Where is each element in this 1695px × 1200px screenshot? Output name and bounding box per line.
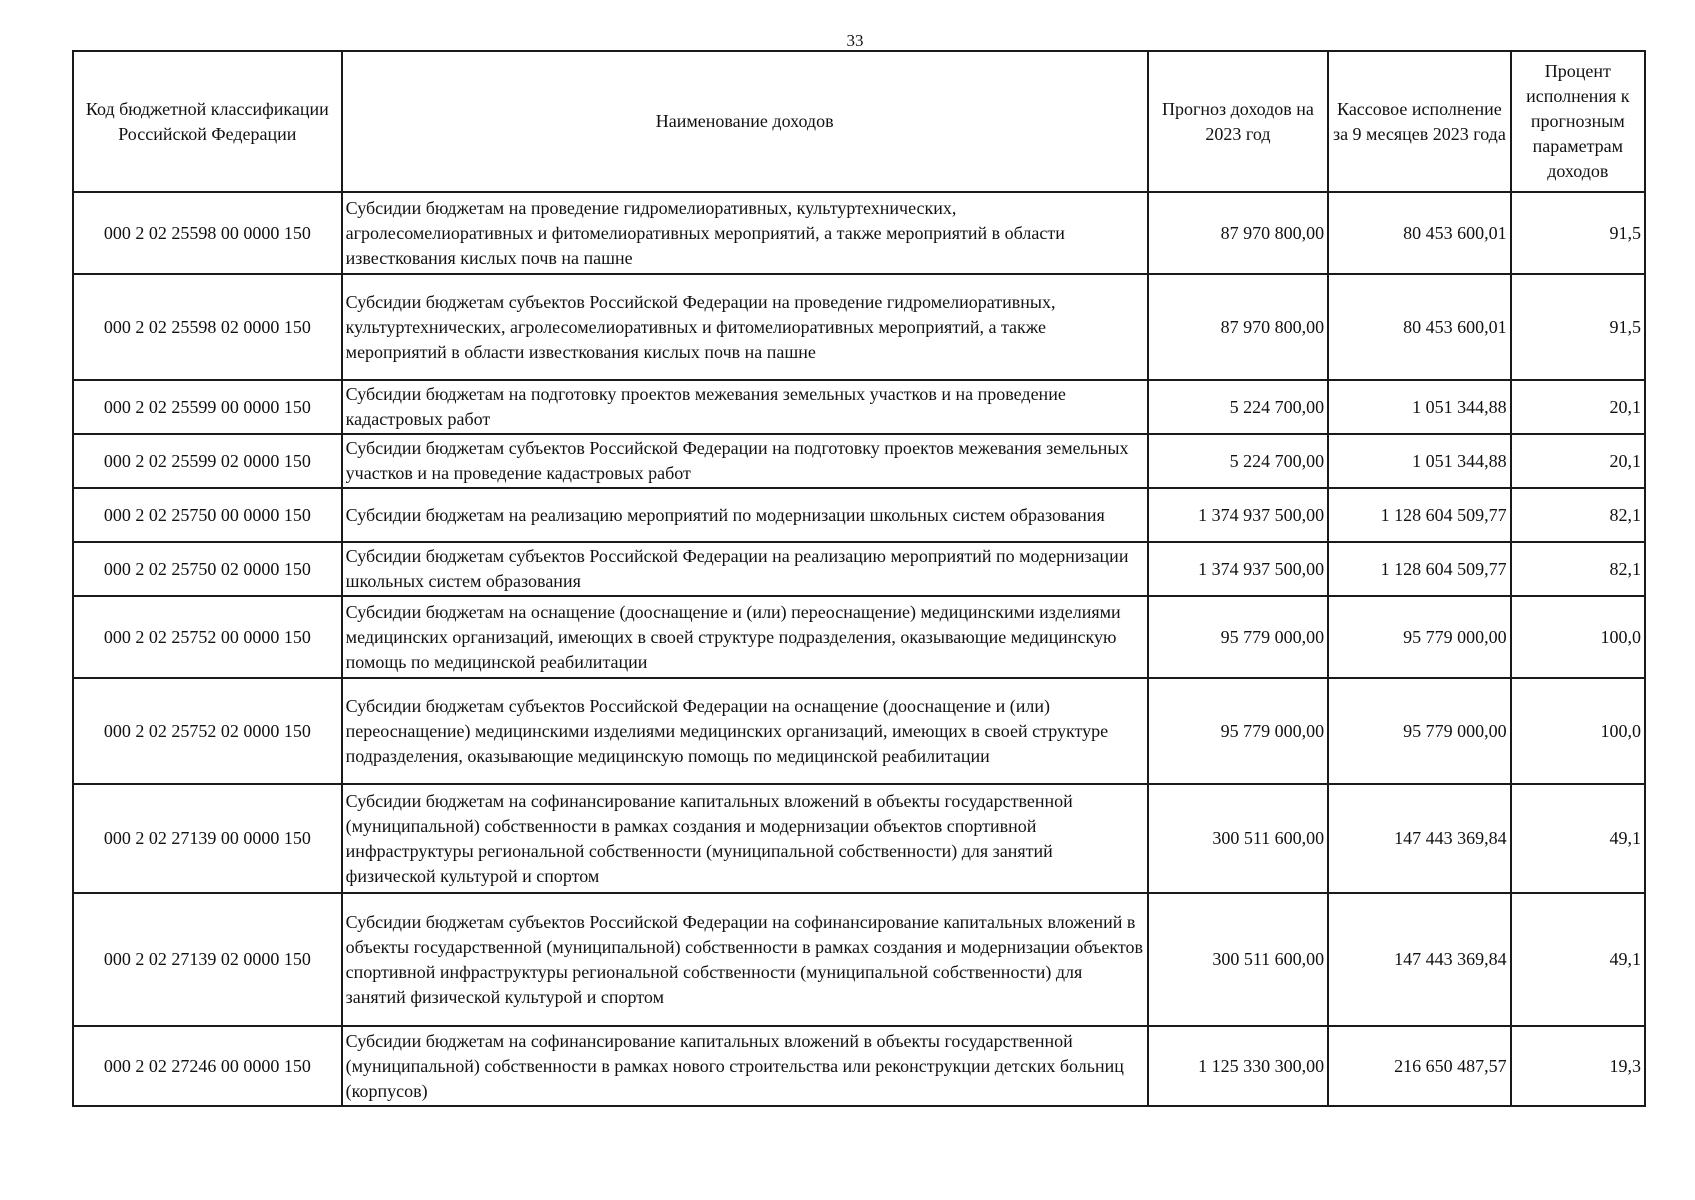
page-number: 33: [846, 31, 864, 50]
row-forecast: 300 511 600,00: [1148, 893, 1328, 1026]
table-row: [73, 434, 1645, 488]
row-percent: 49,1: [1511, 893, 1645, 1026]
row-name: Субсидии бюджетам на софинансирование капитальных вложений в объекты государственной (муниципальной) собственности в рамках создания и модернизации объектов спортивной инфраструктуры региональной собственности (муниципальной собственности) для занятий физической культурой и спортом: [342, 784, 1148, 893]
row-forecast: 5 224 700,00: [1148, 380, 1328, 434]
table-row: [73, 596, 1645, 678]
row-code: 000 2 02 25752 00 0000 150: [73, 596, 342, 678]
row-percent: 91,5: [1511, 192, 1645, 274]
row-name: Субсидии бюджетам субъектов Российской Федерации на оснащение (дооснащение и (или) переоснащение) медицинскими изделиями медицинских организаций, имеющих в своей структуре подразделения, оказывающие медицинскую помощь по медицинской реабилитации: [342, 678, 1148, 784]
table-row: [73, 893, 1645, 1026]
row-forecast: 300 511 600,00: [1148, 784, 1328, 893]
header-forecast: Прогноз доходов на 2023 год: [1148, 51, 1328, 192]
row-forecast: 95 779 000,00: [1148, 678, 1328, 784]
table-row: [73, 192, 1645, 274]
row-forecast: 87 970 800,00: [1148, 192, 1328, 274]
header-percent: Процент исполнения к прогнозным параметрам доходов: [1511, 51, 1645, 192]
row-percent: 91,5: [1511, 274, 1645, 380]
table-header-row: [73, 51, 1645, 192]
row-forecast: 1 125 330 300,00: [1148, 1026, 1328, 1106]
table-row: [73, 678, 1645, 784]
row-forecast: 5 224 700,00: [1148, 434, 1328, 488]
row-name: Субсидии бюджетам на подготовку проектов межевания земельных участков и на проведение кадастровых работ: [342, 380, 1148, 434]
table-row: [73, 488, 1645, 542]
row-name: Субсидии бюджетам на софинансирование капитальных вложений в объекты государственной (муниципальной) собственности в рамках нового строительства или реконструкции детских больниц (корпусов): [342, 1026, 1148, 1106]
row-forecast: 1 374 937 500,00: [1148, 542, 1328, 596]
row-name: Субсидии бюджетам на проведение гидромелиоративных, культуртехнических, агролесомелиоративных и фитомелиоративных мероприятий, а также мероприятий в области известкования кислых почв на пашне: [342, 192, 1148, 274]
row-execution: 80 453 600,01: [1328, 192, 1510, 274]
row-forecast: 95 779 000,00: [1148, 596, 1328, 678]
row-execution: 80 453 600,01: [1328, 274, 1510, 380]
table-row: [73, 542, 1645, 596]
row-execution: 147 443 369,84: [1328, 893, 1510, 1026]
row-name: Субсидии бюджетам на оснащение (дооснащение и (или) переоснащение) медицинскими изделиями медицинских организаций, имеющих в своей структуре подразделения, оказывающие медицинскую помощь по медицинской реабилитации: [342, 596, 1148, 678]
row-code: 000 2 02 25750 00 0000 150: [73, 488, 342, 542]
table-row: [73, 274, 1645, 380]
row-execution: 1 128 604 509,77: [1328, 542, 1510, 596]
row-code: 000 2 02 27139 02 0000 150: [73, 893, 342, 1026]
row-code: 000 2 02 25752 02 0000 150: [73, 678, 342, 784]
row-percent: 82,1: [1511, 488, 1645, 542]
row-execution: 95 779 000,00: [1328, 678, 1510, 784]
row-percent: 100,0: [1511, 596, 1645, 678]
row-name: Субсидии бюджетам на реализацию мероприятий по модернизации школьных систем образования: [342, 488, 1148, 542]
row-name: Субсидии бюджетам субъектов Российской Федерации на софинансирование капитальных вложений в объекты государственной (муниципальной) собственности в рамках создания и модернизации объектов спортивной инфраструктуры региональной собственности (муниципальной собственности) для занятий физической культурой и спортом: [342, 893, 1148, 1026]
row-forecast: 1 374 937 500,00: [1148, 488, 1328, 542]
row-name: Субсидии бюджетам субъектов Российской Федерации на проведение гидромелиоративных, культуртехнических, агролесомелиоративных и фитомелиоративных мероприятий, а также мероприятий в области известкования кислых почв на пашне: [342, 274, 1148, 380]
row-code: 000 2 02 25599 02 0000 150: [73, 434, 342, 488]
row-code: 000 2 02 25598 00 0000 150: [73, 192, 342, 274]
row-name: Субсидии бюджетам субъектов Российской Федерации на реализацию мероприятий по модернизации школьных систем образования: [342, 542, 1148, 596]
row-percent: 20,1: [1511, 380, 1645, 434]
row-forecast: 87 970 800,00: [1148, 274, 1328, 380]
row-execution: 95 779 000,00: [1328, 596, 1510, 678]
row-code: 000 2 02 25598 02 0000 150: [73, 274, 342, 380]
row-code: 000 2 02 25599 00 0000 150: [73, 380, 342, 434]
table-row: [73, 784, 1645, 893]
row-code: 000 2 02 27139 00 0000 150: [73, 784, 342, 893]
row-code: 000 2 02 27246 00 0000 150: [73, 1026, 342, 1106]
row-code: 000 2 02 25750 02 0000 150: [73, 542, 342, 596]
row-execution: 1 051 344,88: [1328, 380, 1510, 434]
row-percent: 19,3: [1511, 1026, 1645, 1106]
header-execution: Кассовое исполнение за 9 месяцев 2023 года: [1328, 51, 1510, 192]
row-percent: 100,0: [1511, 678, 1645, 784]
row-execution: 147 443 369,84: [1328, 784, 1510, 893]
table-row: [73, 380, 1645, 434]
header-name: Наименование доходов: [342, 51, 1148, 192]
row-name: Субсидии бюджетам субъектов Российской Федерации на подготовку проектов межевания земельных участков и на проведение кадастровых работ: [342, 434, 1148, 488]
row-percent: 82,1: [1511, 542, 1645, 596]
revenue-table: [72, 50, 1646, 1107]
row-execution: 1 051 344,88: [1328, 434, 1510, 488]
row-percent: 20,1: [1511, 434, 1645, 488]
row-execution: 1 128 604 509,77: [1328, 488, 1510, 542]
row-percent: 49,1: [1511, 784, 1645, 893]
row-execution: 216 650 487,57: [1328, 1026, 1510, 1106]
header-code: Код бюджетной классификации Российской Федерации: [73, 51, 342, 192]
table-row: [73, 1026, 1645, 1106]
